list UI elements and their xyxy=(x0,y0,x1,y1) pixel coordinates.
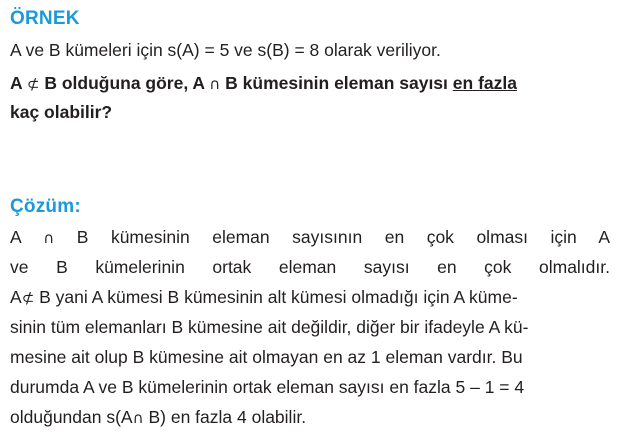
solution-line-7-text-2: B) en fazla 4 olabilir. xyxy=(148,407,307,427)
example-given-text: A ve B kümeleri için s(A) = 5 ve s(B) = 8 olarak veriliyor. xyxy=(10,40,441,60)
solution-line-1 xyxy=(10,226,610,249)
solution-line-5: mesine ait olup B kümesine ait olmayan en az 1 eleman vardır. Bu xyxy=(10,347,523,367)
solution-heading: Çözüm: xyxy=(10,196,81,217)
solution-line-1-text: B kümesinin eleman sayısının en çok olması için A xyxy=(76,227,610,247)
solution-set-a: A xyxy=(10,287,22,307)
question-set-a: A xyxy=(10,73,22,93)
question-text-part-3: B kümesinin eleman sayısı xyxy=(225,73,448,93)
example-question-line-1 xyxy=(10,72,610,95)
solution-set-a: A xyxy=(10,227,21,247)
solution-line-3-text: B yani A kümesi B kümesinin alt kümesi olmadığı için A küme- xyxy=(39,287,518,307)
not-subset-symbol: ⊄ xyxy=(26,75,40,93)
solution-line-6: durumda A ve B kümelerinin ortak eleman sayısı en fazla 5 – 1 = 4 xyxy=(10,377,525,397)
solution-line-7 xyxy=(10,406,610,429)
solution-line-2: ve B kümelerinin ortak eleman sayısı en çok olmalıdır. xyxy=(10,257,610,277)
solution-line-4: sinin tüm elemanları B kümesine ait değildir, diğer bir ifadeyle A kü- xyxy=(10,317,529,337)
intersection-symbol: ∩ xyxy=(43,229,55,247)
example-heading: ÖRNEK xyxy=(10,8,80,29)
emphasis-en-fazla: en fazla xyxy=(452,73,517,93)
not-subset-symbol: ⊄ xyxy=(21,289,35,307)
intersection-symbol: ∩ xyxy=(209,75,221,93)
solution-line-7-text-1: olduğundan s(A xyxy=(10,407,133,427)
intersection-symbol: ∩ xyxy=(132,409,144,427)
example-question-line-2: kaç olabilir? xyxy=(10,102,113,122)
solution-line-3 xyxy=(10,286,610,309)
question-text-part-2: B olduğuna göre, A xyxy=(44,73,205,93)
